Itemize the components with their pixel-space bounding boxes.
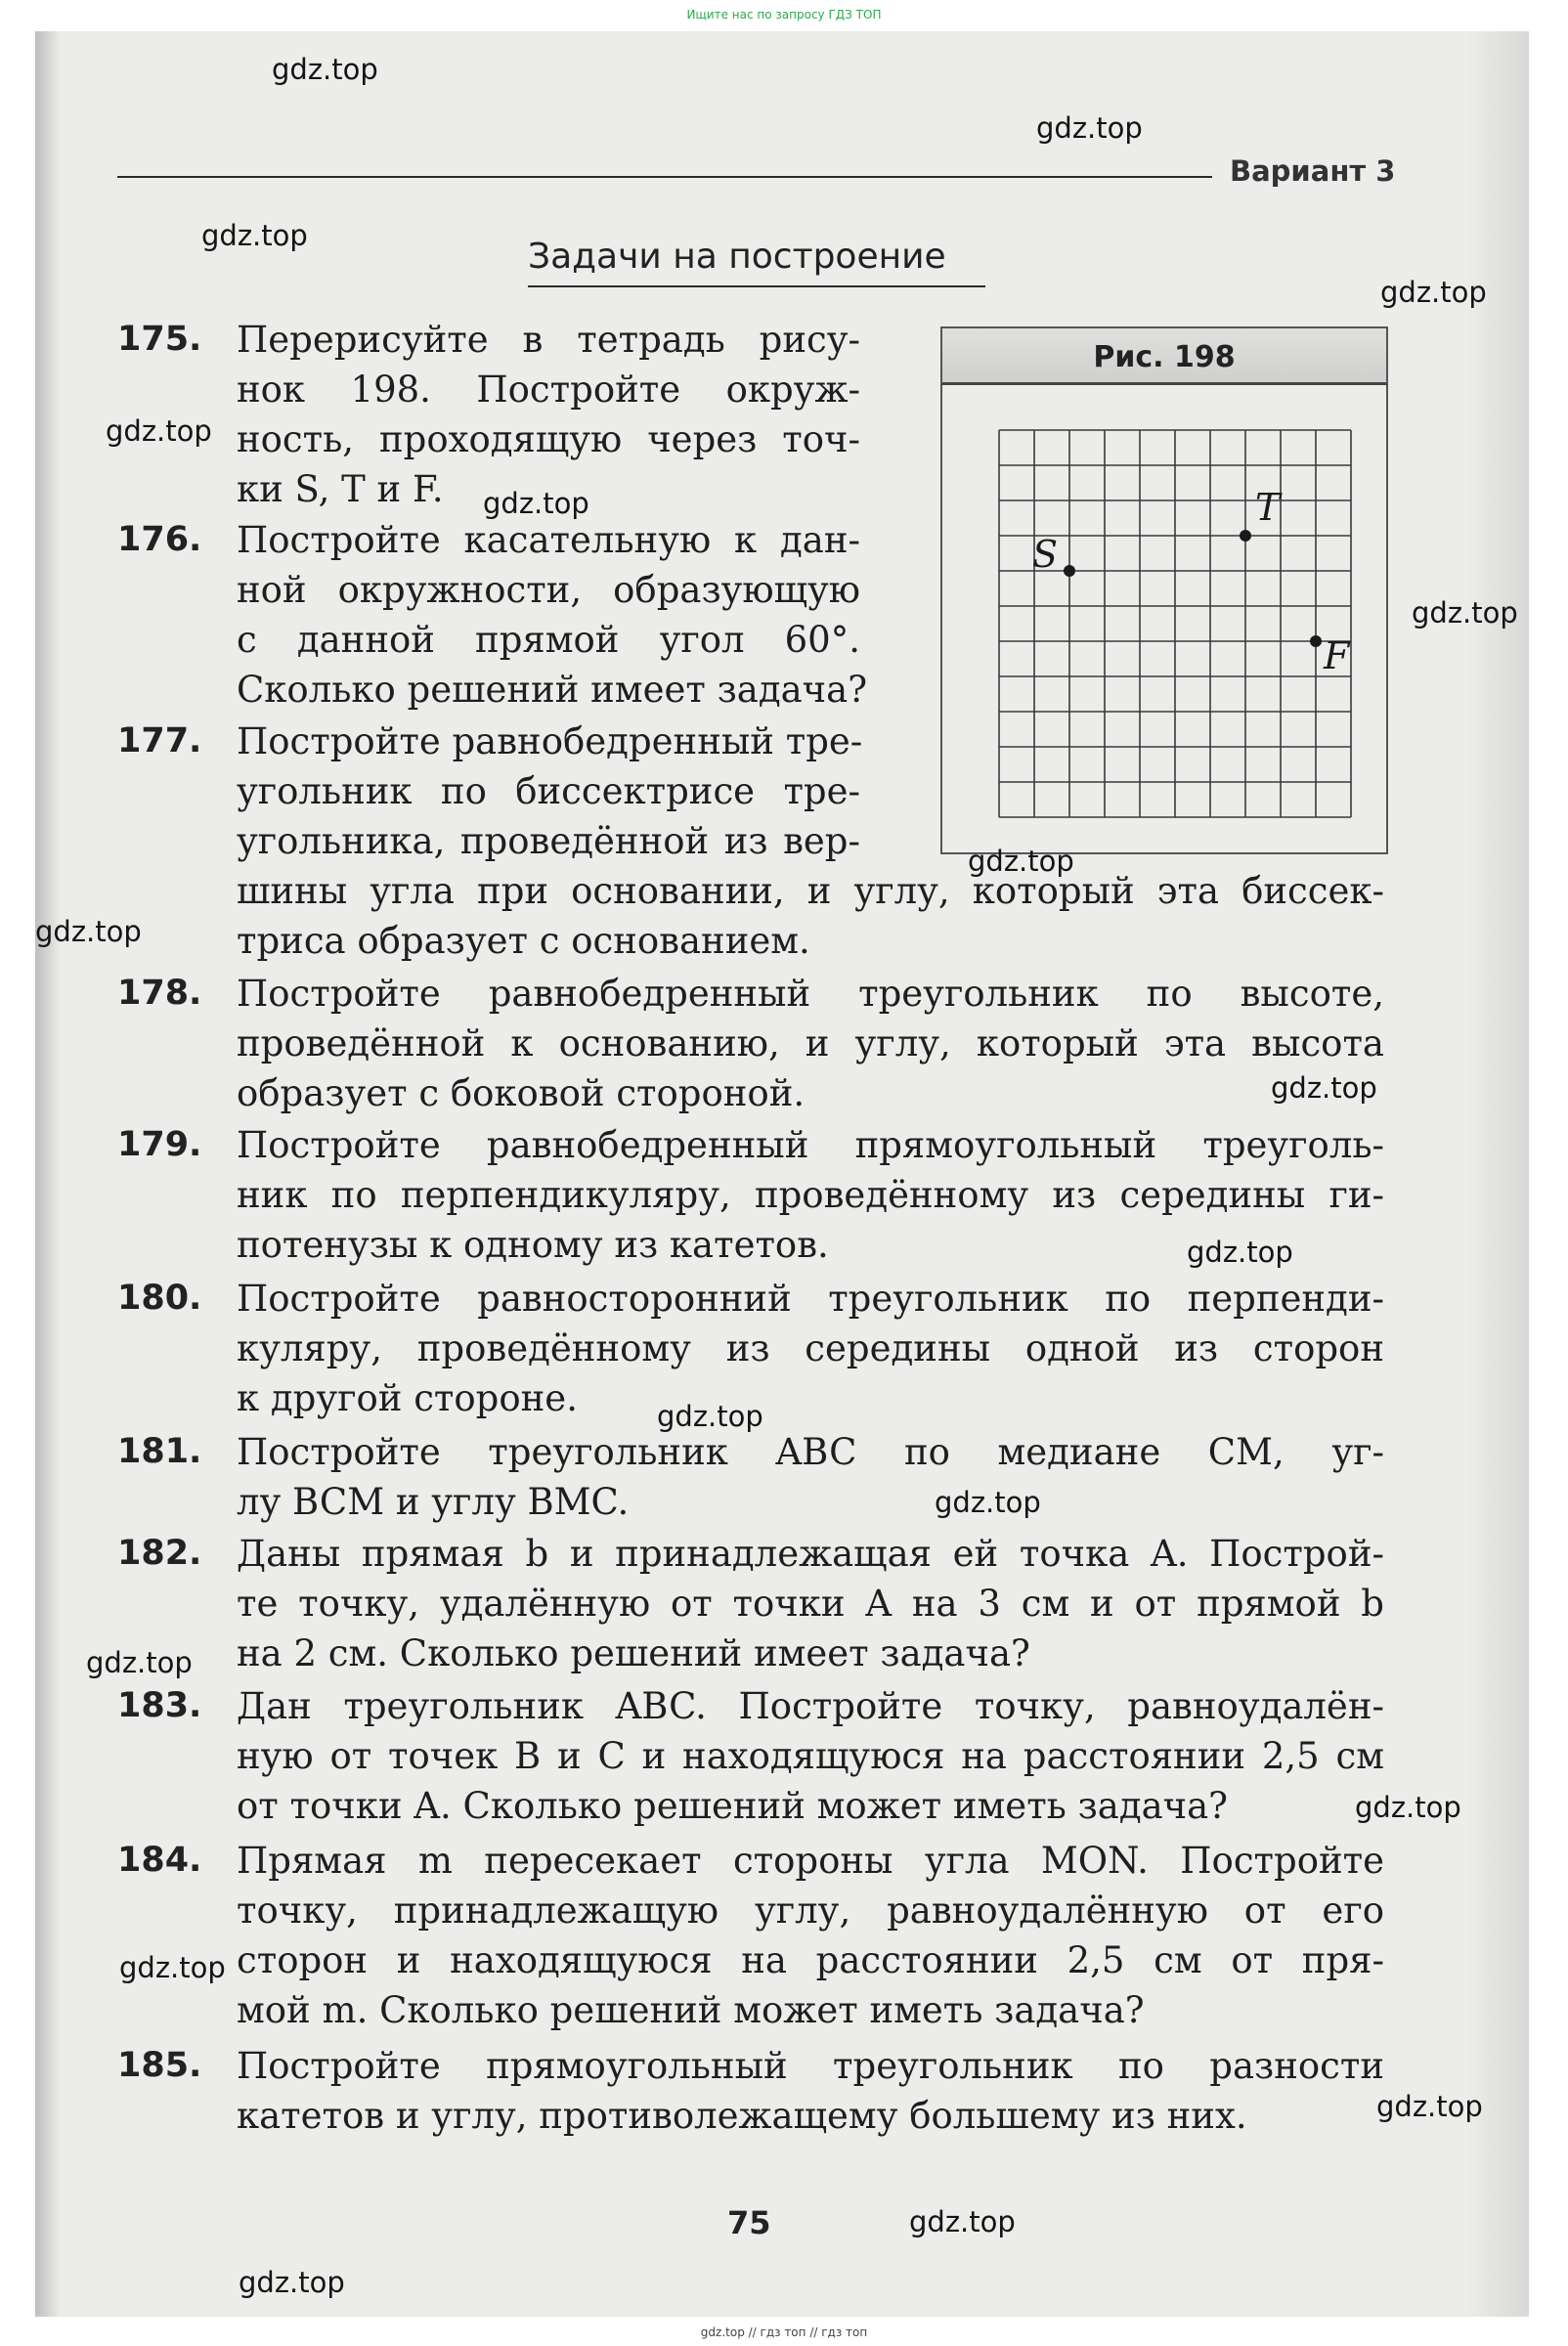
- figure-title: Рис. 198: [940, 326, 1388, 385]
- problem-text: [237, 969, 1384, 1118]
- watermark: gdz.top: [239, 2266, 345, 2299]
- section-title-underline: [528, 285, 985, 287]
- problem-text: [237, 1836, 1384, 2035]
- problem-number: 179.: [117, 1125, 202, 1164]
- text-line: нок 198. Постройте окруж-: [237, 369, 860, 411]
- watermark: gdz.top: [201, 219, 308, 252]
- text-line: те точку, удалённую от точки A на 3 см и от прямой b: [237, 1583, 1384, 1625]
- text-line: Постройте равнобедренный тре-: [237, 720, 863, 762]
- header-rule: [117, 176, 1212, 178]
- text-line: от точки A. Сколько решений может иметь задача?: [237, 1785, 1229, 1827]
- text-line: угольника, проведённой из вер-: [237, 820, 860, 862]
- watermark: gdz.top: [968, 845, 1074, 878]
- text-line: Перерисуйте в тетрадь рису-: [237, 319, 860, 361]
- text-line: Постройте равнобедренный треугольник по высоте,: [237, 973, 1384, 1015]
- point-f: [1310, 635, 1322, 647]
- watermark: gdz.top: [106, 414, 212, 448]
- text-line: катетов и углу, противолежащему большему из них.: [237, 2095, 1247, 2137]
- page-left-shadow: [35, 31, 61, 2317]
- problem-text: [237, 515, 868, 715]
- watermark: gdz.top: [483, 487, 589, 520]
- text-line: Постройте прямоугольный треугольник по разности: [237, 2045, 1384, 2087]
- problem-number: 175.: [117, 320, 202, 359]
- watermark: gdz.top: [86, 1646, 193, 1679]
- page-right-shadow: [1466, 31, 1529, 2317]
- section-title: Задачи на построение: [528, 237, 946, 277]
- text-line: Даны прямая b и принадлежащая ей точка A. Построй-: [237, 1533, 1384, 1575]
- problem-number: 176.: [117, 520, 202, 559]
- text-line: точку, принадлежащую углу, равноудалённую от его: [237, 1890, 1384, 1932]
- text-line: Сколько решений имеет задача?: [237, 669, 868, 711]
- point-label-f: F: [1324, 634, 1350, 677]
- point-label-t: T: [1255, 486, 1281, 529]
- top-banner: Ищите нас по запросу ГДЗ ТОП: [686, 8, 882, 22]
- text-line: триса образует с основанием.: [237, 920, 810, 962]
- problem-text: [237, 1274, 1384, 1423]
- text-line: ной окружности, образующую: [237, 569, 860, 611]
- watermark: gdz.top: [935, 1486, 1041, 1519]
- problem-number: 177.: [117, 721, 202, 760]
- text-line: с данной прямой угол 60°.: [237, 619, 860, 661]
- watermark: gdz.top: [1380, 276, 1487, 309]
- watermark: gdz.top: [1376, 2090, 1483, 2123]
- text-line: куляру, проведённому из середины одной из сторон: [237, 1327, 1384, 1369]
- watermark: gdz.top: [1271, 1071, 1377, 1105]
- text-line: угольник по биссектрисе тре-: [237, 770, 860, 812]
- bottom-banner: gdz.top // гдз топ // гдз топ: [700, 2325, 868, 2339]
- text-line: потенузы к одному из катетов.: [237, 1224, 829, 1266]
- text-line: ки S, T и F.: [237, 468, 444, 510]
- problem-number: 185.: [117, 2046, 202, 2085]
- text-line: мой m. Сколько решений может иметь задача?: [237, 1989, 1145, 2031]
- page-number: 75: [727, 2204, 771, 2241]
- text-line: Постройте равносторонний треугольник по перпенди-: [237, 1278, 1384, 1320]
- watermark: gdz.top: [657, 1400, 763, 1433]
- problem-number: 181.: [117, 1432, 202, 1471]
- point-label-s: S: [1032, 533, 1059, 576]
- variant-label: Вариант 3: [1230, 154, 1396, 188]
- problem-text: [237, 1427, 1384, 1527]
- text-line: Дан треугольник ABC. Постройте точку, равноудалён-: [237, 1685, 1384, 1727]
- text-line: на 2 см. Сколько решений имеет задача?: [237, 1632, 1030, 1674]
- text-line: ность, проходящую через точ-: [237, 418, 860, 460]
- text-line: ник по перпендикуляру, проведённому из середины ги-: [237, 1174, 1384, 1216]
- text-line: образует с боковой стороной.: [237, 1072, 806, 1114]
- problem-text: [237, 2041, 1384, 2141]
- watermark: gdz.top: [1187, 1236, 1293, 1269]
- problem-number: 183.: [117, 1686, 202, 1725]
- watermark: gdz.top: [909, 2205, 1016, 2238]
- watermark: gdz.top: [1036, 111, 1143, 145]
- text-line: проведённой к основанию, и углу, который эта высота: [237, 1022, 1384, 1064]
- text-line: сторон и находящуюся на расстоянии 2,5 см от пря-: [237, 1939, 1384, 1981]
- watermark: gdz.top: [35, 915, 142, 948]
- watermark: gdz.top: [272, 53, 378, 86]
- problem-text: [237, 315, 860, 514]
- point-t: [1240, 530, 1251, 542]
- watermark: gdz.top: [1412, 596, 1518, 630]
- text-line: лу BCM и углу BMC.: [237, 1481, 630, 1523]
- problem-number: 182.: [117, 1534, 202, 1573]
- text-line: шины угла при основании, и углу, который эта биссек-: [237, 870, 1384, 912]
- text-line: к другой стороне.: [237, 1377, 578, 1419]
- problem-text: [237, 1529, 1384, 1678]
- watermark: gdz.top: [119, 1951, 226, 1984]
- problem-number: 184.: [117, 1841, 202, 1880]
- text-line: ную от точек B и C и находящуюся на расстоянии 2,5 см: [237, 1735, 1384, 1777]
- text-line: Постройте равнобедренный прямоугольный треуголь-: [237, 1124, 1384, 1166]
- text-line: Прямая m пересекает стороны угла MON. Постройте: [237, 1840, 1384, 1882]
- problem-text: [237, 1681, 1384, 1831]
- point-s: [1064, 565, 1075, 577]
- text-line: Постройте треугольник ABC по медиане CM, уг-: [237, 1431, 1384, 1473]
- text-line: Постройте касательную к дан-: [237, 519, 860, 561]
- watermark: gdz.top: [1355, 1791, 1461, 1824]
- problem-number: 178.: [117, 974, 202, 1013]
- problem-text: [237, 717, 1384, 966]
- problem-number: 180.: [117, 1279, 202, 1318]
